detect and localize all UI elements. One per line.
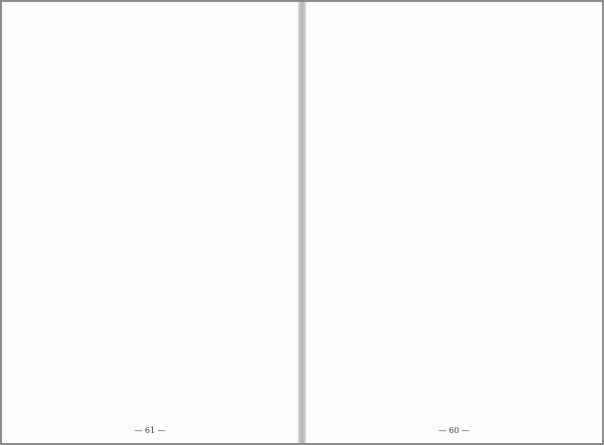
gutter bbox=[298, 2, 306, 443]
left-page bbox=[2, 2, 298, 443]
right-lower-text-block bbox=[318, 220, 594, 416]
page-number: — 60 — bbox=[438, 426, 470, 435]
right-upper-text-block bbox=[318, 18, 594, 200]
page-number: — 61 — bbox=[134, 426, 166, 435]
book-spread bbox=[2, 2, 602, 443]
left-upper-text-block bbox=[12, 18, 288, 200]
right-page bbox=[306, 2, 602, 443]
left-lower-text-block bbox=[12, 220, 288, 416]
